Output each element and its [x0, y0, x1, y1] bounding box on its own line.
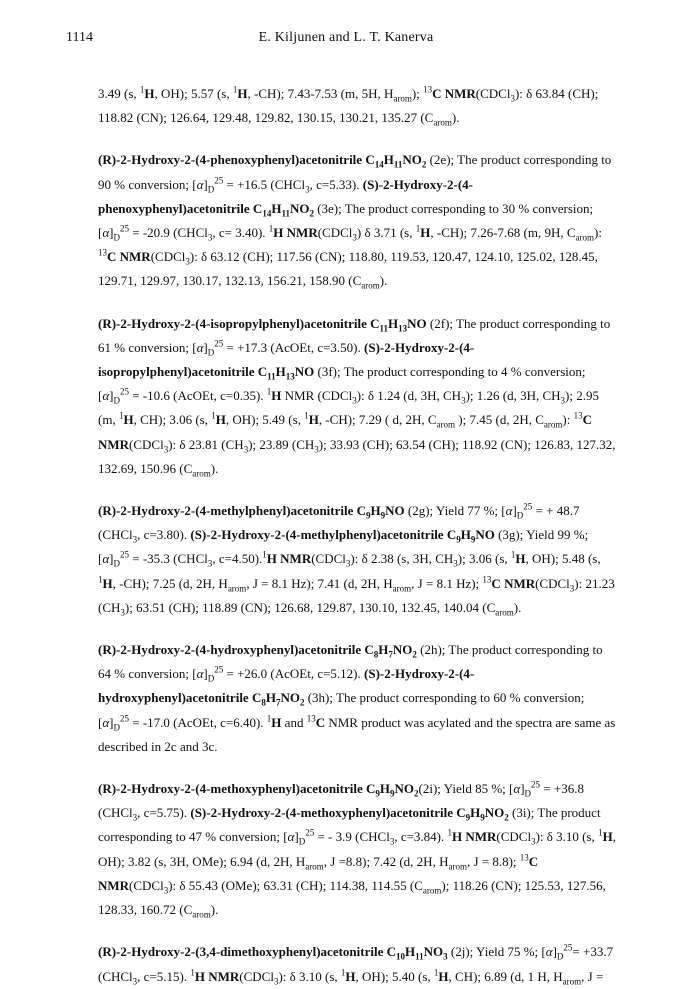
paragraph-2g: (R)-2-Hydroxy-2-(4-methylphenyl)acetonitrile $C_9H_9NO$ (2g); Yield 77 %; $[\alpha]_D^{25}$ = + 48.7 (CHCl$_3$, c=3.80). (S)-2-Hydroxy-2-(4-methylphenyl)acetonitrile $C_9H_9NO$ (3g); Yield 99 %; $[\alpha]_D^{25} = -35.3$ (CHCl$_3$, c=4.50).$^1$H NMR(CDCl$_3$): δ 2.38 (s, 3H, $CH_3$); 3.06 (s, $^1$H, OH); 5.48 (s, $^1$H, -CH); 7.25 (d, 2H, $H_{arom}$, J = 8.1 Hz); 7.41 (d, 2H, $H_{arom}$, J = 8.1 Hz); $^{13}$C NMR(CDCl$_3$): 21.23 $(CH_3)$; 63.51 (CH); 118.89 (CN); 126.68, 129.87, 130.10, 132.45, 140.04 $(C_{arom})$.: [98, 501, 615, 618]
paragraph-2f: (R)-2-Hydroxy-2-(4-isopropylphenyl)acetonitrile $C_{11}H_{13}NO$ (2f); The product corresponding to 61 % conversion; $[\alpha]_D^{25} = +17.3$ (AcOEt, c=3.50). (S)-2-Hydroxy-2-(4-isopropylphenyl)acetonitrile $C_{11}H_{13}NO$ (3f); The product corresponding to 4 % conversion; $[\alpha]_D^{25} = -10.6$ (AcOEt, c=0.35). $^1$H NMR (CDCl$_3$): δ 1.24 (d, 3H, $CH_3$); 1.26 (d, 3H, $CH_3$); 2.95 (m, $^1$H, CH); 3.06 (s, $^1$H, OH); 5.49 (s, $^1$H, -CH); 7.29 ( d, 2H, $C_{arom}$ ); 7.45 (d, 2H, $C_{arom}$): $^{13}$C NMR(CDCl$_3$): δ 23.81 $(CH_3)$; 23.89 $(CH_3)$; 33.93 (CH); 63.54 (CH); 118.92 (CN); 126.83, 127.32, 132.69, 150.96 $(C_{arom})$.: [98, 315, 616, 479]
paragraph-2e: (R)-2-Hydroxy-2-(4-phenoxyphenyl)acetonitrile $C_{14}H_{11}NO_2$ (2e); The product corresponding to 90 % conversion; $[\alpha]_D^{25} = +16.5$ (CHCl$_3$, c=5.33). (S)-2-Hydroxy-2-(4-phenoxyphenyl)acetonitrile $C_{14}H_{11}NO_2$ (3e); The product corresponding to 30 % conversion; $[\alpha]_D^{25} = -20.9$ (CHCl$_3$, c= 3.40). $^1$H NMR(CDCl$_3$) δ 3.71 (s, $^1$H, -CH); 7.26-7.68 (m, 9H, $C_{arom}$): $^{13}$C NMR(CDCl$_3$): δ 63.12 (CH); 117.56 (CN); 118.80, 119.53, 120.47, 124.10, 125.02, 128.45, 129.71, 129.97, 130.17, 132.13, 156.21, 158.90 $(C_{arom})$.: [98, 152, 612, 292]
page-number: 1114: [66, 30, 93, 45]
paragraph-2j: (R)-2-Hydroxy-2-(3,4-dimethoxyphenyl)acetonitrile $C_{10}H_{11}NO_3$ (2j); Yield 75 %; $[\alpha]_D^{25}= +33.7$ (CHCl$_3$, c=5.15). $^1$H NMR(CDCl$_3$): δ 3.10 (s, $^1$H, OH); 5.40 (s, $^1$H, CH); 6.89 (d, 1 H, $H_{arom}$, J =: [98, 942, 614, 987]
paragraph-1: 3.49 (s, $^1$H, OH); 5.57 (s, $^1$H, -CH); 7.43-7.53 (m, 5H, $H_{arom}$); $^{13}$C NMR(CDCl$_3$): δ 63.84 (CH); 118.82 (CN); 126.64, 129.48, 129.82, 130.15, 130.21, 135.27 $(C_{arom})$.: [98, 84, 599, 128]
paragraph-2i: (R)-2-Hydroxy-2-(4-methoxyphenyl)acetonitrile $C_9H_9NO_2(2i)$; Yield 85 %; $[\alpha]_D^{25} = +36.8$ (CHCl$_3$, c=5.75). (S)-2-Hydroxy-2-(4-methoxyphenyl)acetonitrile $C_9H_9NO_2$ (3i); The product corresponding to 47 % conversion; $[\alpha]_D^{25}$ = - 3.9 (CHCl$_3$, c=3.84). $^1$H NMR(CDCl$_3$): δ 3.10 (s, $^1$H, OH); 3.82 (s, 3H, OMe); 6.94 (d, 2H, $H_{arom}$, J =8.8); 7.42 (d, 2H, $H_{arom}$, J = 8.8); $^{13}$C NMR(CDCl$_3$): δ 55.43 (OMe); 63.31 (CH); 114.38, 114.55 $(C_{arom})$; 118.26 (CN); 125.53, 127.56, 128.33, 160.72 $(C_{arom})$.: [98, 779, 616, 920]
page-header: [0, 28, 692, 48]
running-head: E. Kiljunen and L. T. Kanerva: [258, 30, 434, 45]
article-body: [98, 82, 618, 989]
paragraph-2h: (R)-2-Hydroxy-2-(4-hydroxyphenyl)acetonitrile $C_8H_7NO_2$ (2h); The product corresponding to 64 % conversion; $[\alpha]_D^{25} = +26.0$ (AcOEt, c=5.12). (S)-2-Hydroxy-2-(4-hydroxyphenyl)acetonitrile $C_8H_7NO_2$ (3h); The product corresponding to 60 % conversion; $[\alpha]_D^{25} = -17.0$ (AcOEt, c=6.40). $^1$H and $^{13}$C NMR product was acylated and the spectra are same as described in 2c and 3c.: [98, 642, 616, 754]
